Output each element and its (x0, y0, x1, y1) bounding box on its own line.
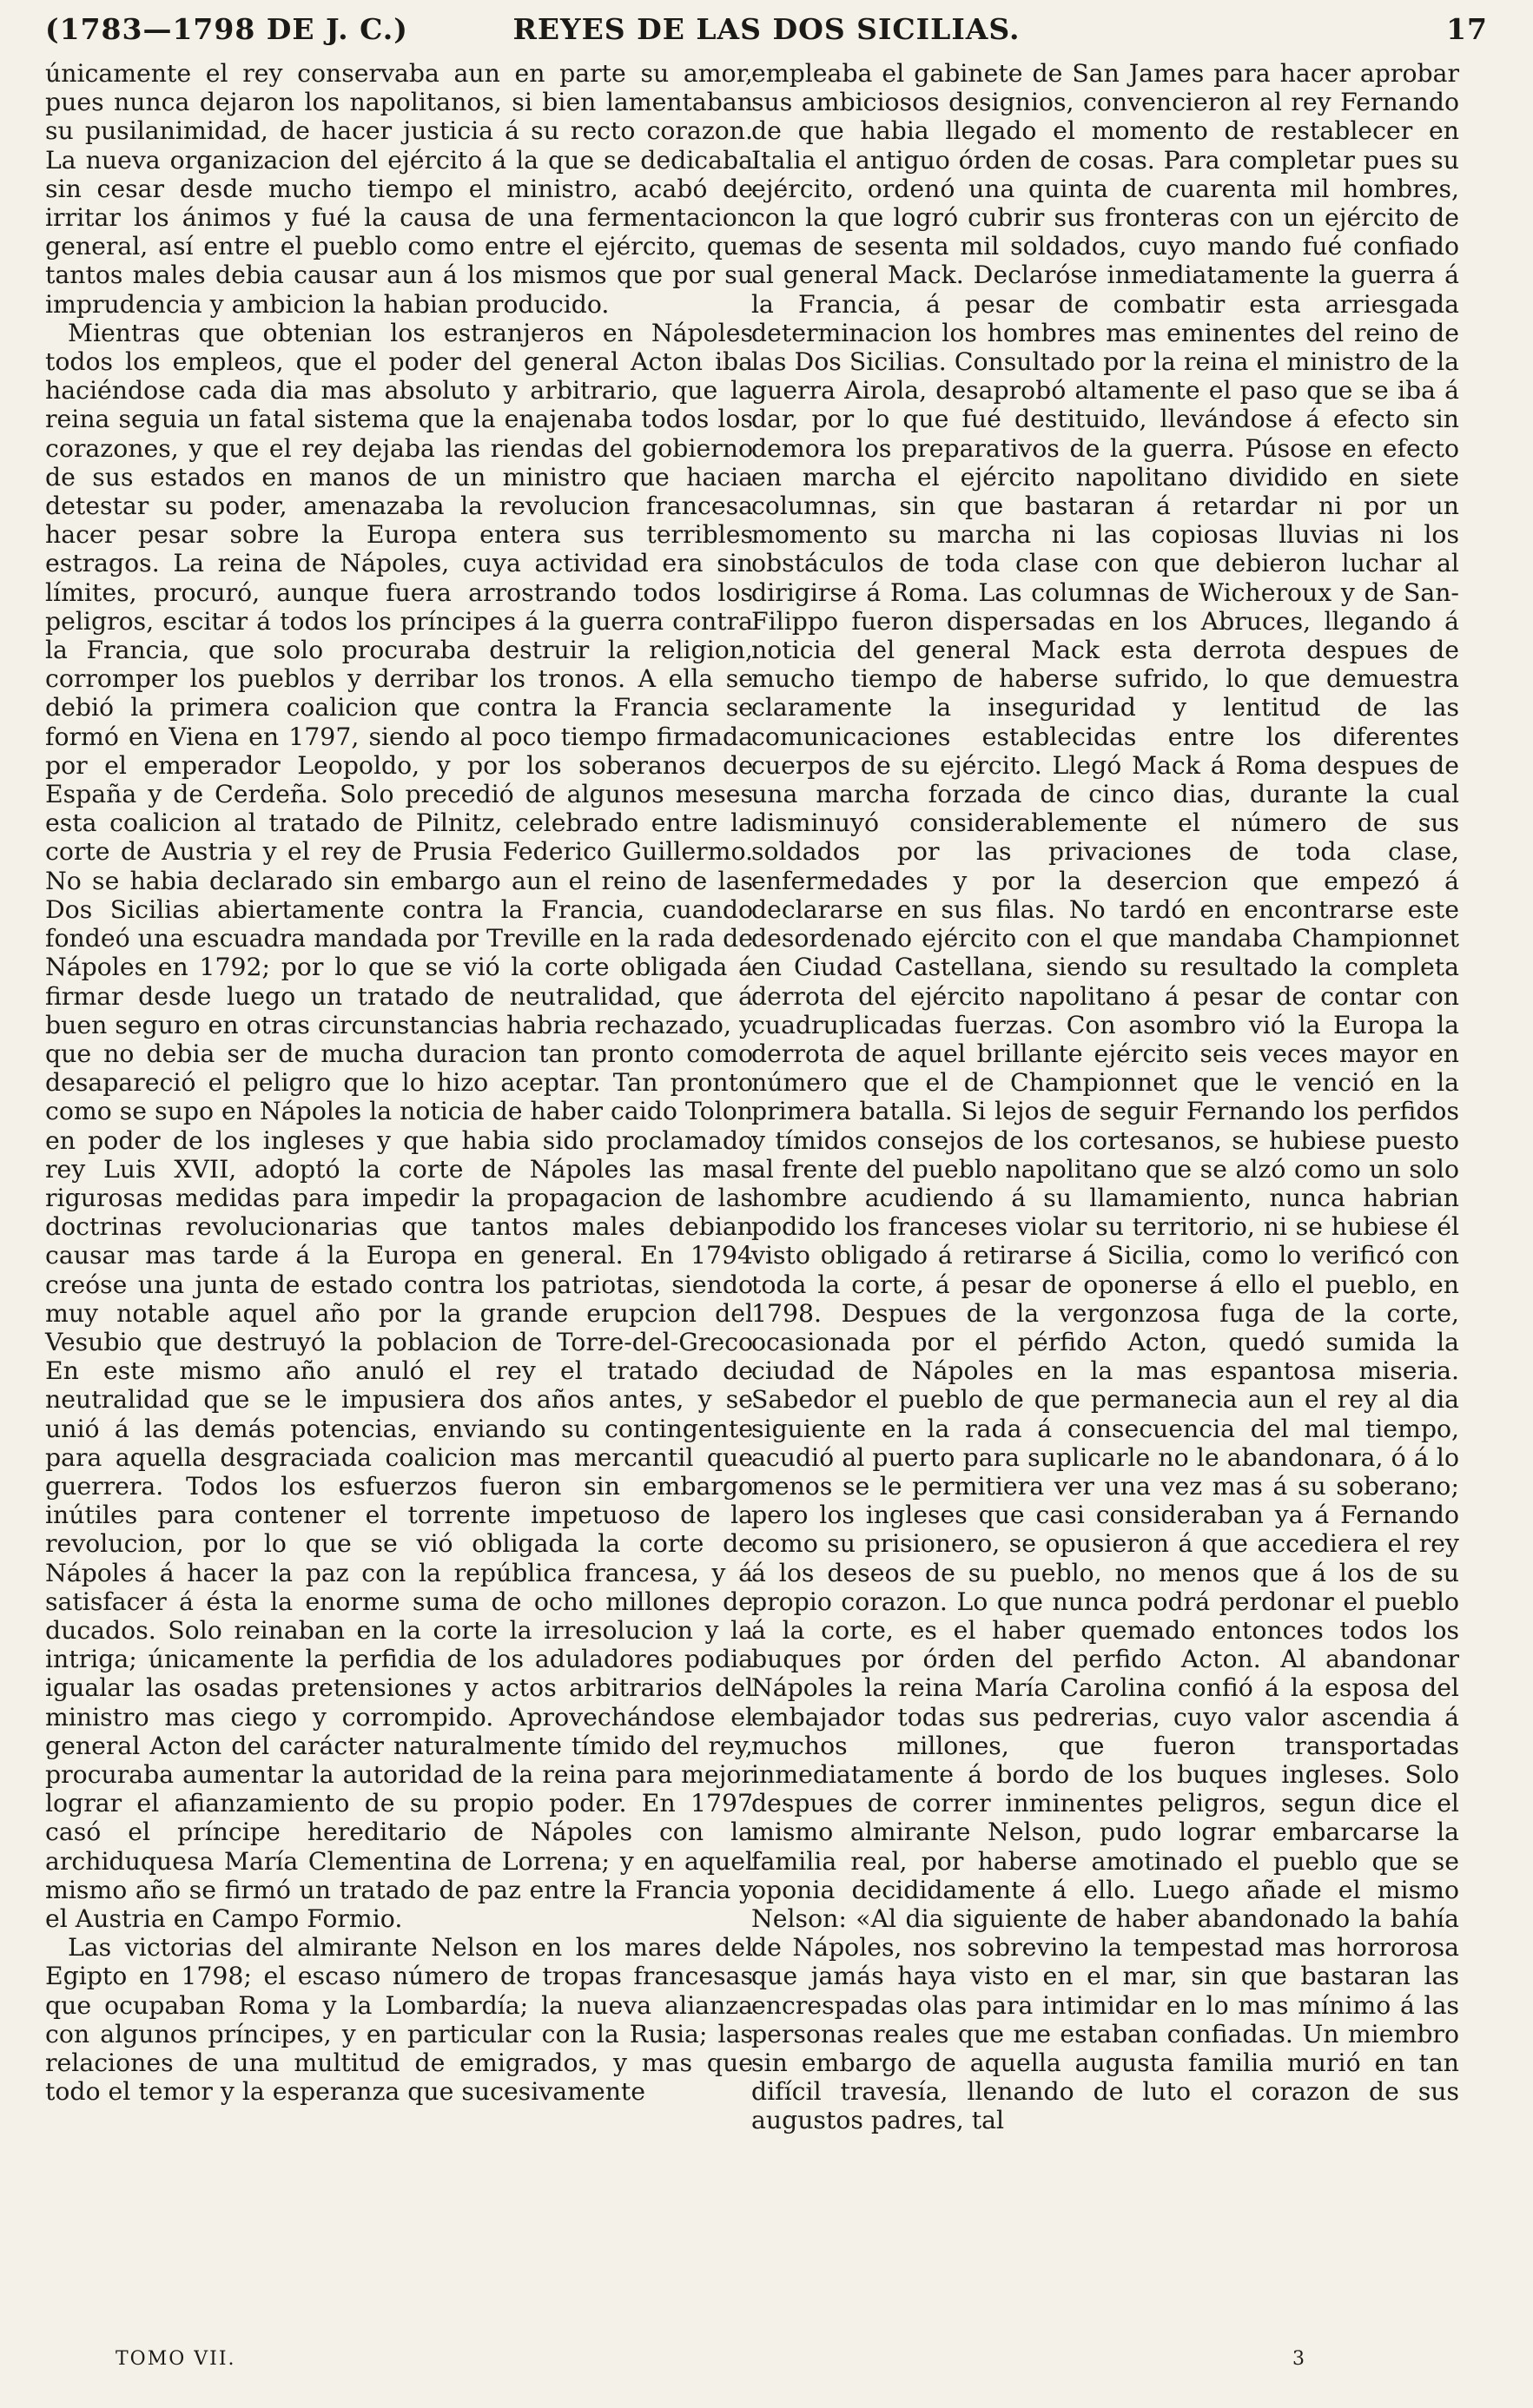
left-column (45, 59, 753, 2106)
paragraph: Mientras que obtenian los estranjeros en Nápoles todos los empleos, que el poder del general Acton iba haciéndose cada dia mas absoluto y arbitrario, que la reina seguia un fatal sistema que la enajenaba todos los corazones, y que el rey dejaba las riendas del gobierno de sus estados en manos de un ministro que hacia detestar su poder, amenazaba la revolucion francesa hacer pesar sobre la Europa entera sus terribles estragos. La reina de Nápoles, cuya actividad era sin límites, procuró, aunque fuera arrostrando todos los peligros, escitar á todos los príncipes á la guerra contra la Francia, que solo procuraba destruir la religion, corromper los pueblos y derribar los tronos. A ella se debió la primera coalicion que contra la Francia se formó en Viena en 1797, siendo al poco tiempo firmada por el emperador Leopoldo, y por los soberanos de España y de Cerdeña. Solo precedió de algunos meses esta coalicion al tratado de Pilnitz, celebrado entre la corte de Austria y el rey de Prusia Federico Guillermo. No se habia declarado sin embargo aun el reino de las Dos Sicilias abiertamente contra la Francia, cuando fondeó una escuadra mandada por Treville en la rada de Nápoles en 1792; por lo que se vió la corte obligada á firmar desde luego un tratado de neutralidad, que á buen seguro en otras circunstancias habria rechazado, y que no debia ser de mucha duracion tan pronto como desapareció el peligro que lo hizo aceptar. Tan pronto como se supo en Nápoles la noticia de haber caido Tolon en poder de los ingleses y que habia sido proclamado rey Luis XVII, adoptó la corte de Nápoles las mas rigurosas medidas para impedir la propagacion de las doctrinas revolucionarias que tantos males debian causar mas tarde á la Europa en general. En 1794 creóse una junta de estado contra los patriotas, siendo muy notable aquel año por la grande erupcion del Vesubio que destruyó la poblacion de Torre-del-Greco En este mismo año anuló el rey el tratado de neutralidad que se le impusiera dos años antes, y se unió á las demás potencias, enviando su contingente para aquella desgraciada coalicion mas mercantil que guerrera. Todos los esfuerzos fueron sin embargo inútiles para contener el torrente impetuoso de la revolucion, por lo que se vió obligada la corte de Nápoles á hacer la paz con la república francesa, y á satisfacer á ésta la enorme suma de ocho millones de ducados. Solo reinaban en la corte la irresolucion y la intriga; únicamente la perfidia de los aduladores podia igualar las osadas pretensiones y actos arbitrarios del ministro mas ciego y corrompido. Aprovechándose el general Acton del carácter naturalmente tímido del rey, procuraba aumentar la autoridad de la reina para mejor lograr el afianzamiento de su propio poder. En 1797 casó el príncipe hereditario de Nápoles con la archiduquesa María Clementina de Lorrena; y en aquel mismo año se firmó un tratado de paz entre la Francia y el Austria en Campo Formio. (45, 318, 753, 1933)
paragraph: empleaba el gabinete de San James para hacer aprobar sus ambiciosos designios, convencieron al rey Fernando de que habia llegado el momento de restablecer en Italia el antiguo órden de cosas. Para completar pues su ejército, ordenó una quinta de cuarenta mil hombres, con la que logró cubrir sus fronteras con un ejército de mas de sesenta mil soldados, cuyo mando fué confiado al general Mack. Declaróse inmediatamente la guerra á la Francia, á pesar de combatir esta arriesgada determinacion los hombres mas eminentes del reino de las Dos Sicilias. Consultado por la reina el ministro de la guerra Airola, desaprobó altamente el paso que se iba á dar, por lo que fué destituido, llevándose á efecto sin demora los preparativos de la guerra. Púsose en efecto en marcha el ejército napolitano dividido en siete columnas, sin que bastaran á retardar ni por un momento su marcha ni las copiosas lluvias ni los obstáculos de toda clase con que debieron luchar al dirigirse á Roma. Las columnas de Wicheroux y de San-Filippo fueron dispersadas en los Abruces, llegando á noticia del general Mack esta derrota despues de mucho tiempo de haberse sufrido, lo que demuestra claramente la inseguridad y lentitud de las comunicaciones establecidas entre los diferentes cuerpos de su ejército. Llegó Mack á Roma despues de una marcha forzada de cinco dias, durante la cual disminuyó considerablemente el número de sus soldados por las privaciones de toda clase, enfermedades y por la desercion que empezó á declararse en sus filas. No tardó en encontrarse este desordenado ejército con el que mandaba Championnet en Ciudad Castellana, siendo su resultado la completa derrota del ejército napolitano á pesar de contar con cuadruplicadas fuerzas. Con asombro vió la Europa la derrota de aquel brillante ejército seis veces mayor en número que el de Championnet que le venció en la primera batalla. Si lejos de seguir Fernando los perfidos y tímidos consejos de los cortesanos, se hubiese puesto al frente del pueblo napolitano que se alzó como un solo hombre acudiendo á su llamamiento, nunca habrian podido los franceses violar su territorio, ni se hubiese él visto obligado á retirarse á Sicilia, como lo verificó con toda la corte, á pesar de oponerse á ello el pueblo, en 1798. Despues de la vergonzosa fuga de la corte, ocasionada por el pérfido Acton, quedó sumida la ciudad de Nápoles en la mas espantosa miseria. Sabedor el pueblo de que permanecia aun el rey al dia siguiente en la rada á consecuencia del mal tiempo, acudió al puerto para suplicarle no le abandonara, ó á lo menos se le permitiera ver una vez mas á su soberano; pero los ingleses que casi consideraban ya á Fernando como su prisionero, se opusieron á que accediera el rey á los deseos de su pueblo, no menos que á los de su propio corazon. Lo que nunca podrá perdonar el pueblo á la corte, es el haber quemado entonces todos los buques por órden del perfido Acton. Al abandonar Nápoles la reina María Carolina confió á la esposa del embajador todas sus pedrerias, cuyo valor ascendia á muchos millones, que fueron transportadas inmediatamente á bordo de los buques ingleses. Solo despues de correr inminentes peligros, segun dice el mismo almirante Nelson, pudo lograr embarcarse la familia real, por haberse amotinado el pueblo que se oponia decididamente á ello. Luego añade el mismo Nelson: «Al dia siguiente de haber abandonado la bahía de Nápoles, nos sobrevino la tempestad mas horrorosa que jamás haya visto en el mar, sin que bastaran las encrespadas olas para intimidar en lo mas mínimo á las personas reales que me estaban confiadas. Un miembro sin embargo de aquella augusta familia murió en tan difícil travesía, llenando de luto el corazon de sus augustos padres, tal (751, 59, 1459, 2135)
paragraph: Las victorias del almirante Nelson en los mares del Egipto en 1798; el escaso número de tropas francesas que ocupaban Roma y la Lombardía; la nueva alianza con algunos príncipes, y en particular con la Rusia; las relaciones de una multitud de emigrados, y mas que todo el temor y la esperanza que sucesivamente (45, 1933, 753, 2107)
footer-signature: 3 (1292, 2348, 1306, 2370)
header-date-range: (1783—1798 DE J. C.) (45, 12, 408, 46)
header-title: REYES DE LAS DOS SICILIAS. (512, 12, 1021, 46)
page-header (45, 12, 1488, 64)
paragraph: únicamente el rey conservaba aun en parte su amor, pues nunca dejaron los napolitanos, si bien lamentaban su pusilanimidad, de hacer justicia á su recto corazon. La nueva organizacion del ejército á la que se dedicaba sin cesar desde mucho tiempo el ministro, acabó de irritar los ánimos y fué la causa de una fermentacion general, así entre el pueblo como entre el ejército, que tantos males debia causar aun á los mismos que por su imprudencia y ambicion la habian producido. (45, 59, 753, 319)
right-column (751, 59, 1459, 2135)
footer-volume: TOMO VII. (116, 2348, 236, 2370)
page-number: 17 (1446, 12, 1488, 46)
